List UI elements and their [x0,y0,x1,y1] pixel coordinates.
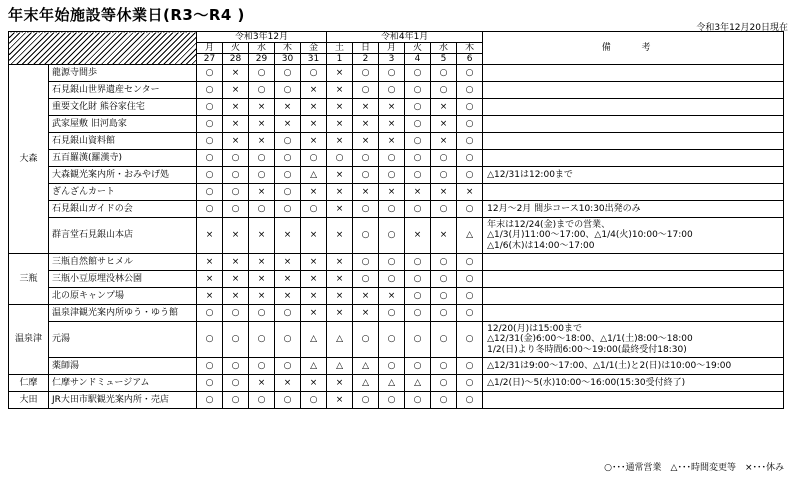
status-cell: ○ [379,271,405,288]
area-name: 大田 [9,392,49,409]
table-row [9,271,784,288]
remarks-cell [483,99,784,116]
status-cell: ○ [223,358,249,375]
remarks-cell [483,271,784,288]
status-cell: ○ [353,218,379,254]
facility-name: 仁摩サンドミュージアム [49,375,197,392]
remarks-cell [483,65,784,82]
status-cell: × [327,271,353,288]
area-name: 温泉津 [9,305,49,375]
facility-name: 武家屋敷 旧河島家 [49,116,197,133]
status-cell: ○ [431,392,457,409]
status-cell: ○ [197,167,223,184]
status-cell: × [275,99,301,116]
weekday-cell: 月 [379,43,405,54]
table-row [9,254,784,271]
page-title: 年末年始施設等休業日(R3〜R4 ) [8,6,245,24]
status-cell: ○ [249,65,275,82]
table-row [9,82,784,99]
status-cell: × [327,82,353,99]
remarks-cell [483,184,784,201]
status-cell: ○ [431,375,457,392]
status-cell: × [353,133,379,150]
status-cell: × [223,288,249,305]
status-cell: ○ [353,271,379,288]
status-cell: ○ [457,116,483,133]
weekday-cell: 木 [275,43,301,54]
status-cell: × [249,375,275,392]
status-cell: ○ [405,201,431,218]
status-cell: ○ [197,305,223,322]
area-name: 大森 [9,65,49,254]
status-cell: × [223,65,249,82]
facility-name: 石見銀山ガイドの会 [49,201,197,218]
schedule-body [9,65,784,409]
status-cell: ○ [405,82,431,99]
status-cell: × [327,392,353,409]
facility-name: 薬師湯 [49,358,197,375]
status-cell: ○ [249,358,275,375]
status-cell: ○ [223,375,249,392]
remarks-cell: 12/20(月)は15:00まで △12/31(金)6:00〜18:00、△1/1(土)8:00〜18:00 1/2(日)より冬時間6:00〜19:00(最終受付18:30) [483,322,784,358]
closure-schedule-table [8,31,784,409]
facility-name: JR大田市駅観光案内所・売店 [49,392,197,409]
status-cell: × [301,271,327,288]
status-cell: ○ [379,305,405,322]
status-cell: × [223,254,249,271]
day-cell: 5 [431,54,457,65]
status-cell: × [223,218,249,254]
status-cell: × [327,218,353,254]
status-cell: ○ [457,392,483,409]
status-cell: × [327,305,353,322]
status-cell: ○ [431,322,457,358]
table-row [9,65,784,82]
status-cell: × [301,116,327,133]
status-cell: ○ [457,288,483,305]
weekday-cell: 月 [197,43,223,54]
table-row [9,184,784,201]
facility-name: 龍源寺間歩 [49,65,197,82]
status-cell: × [275,116,301,133]
day-cell: 6 [457,54,483,65]
status-cell: △ [353,375,379,392]
status-cell: ○ [353,392,379,409]
status-cell: ○ [457,99,483,116]
status-cell: × [379,288,405,305]
remarks-cell [483,116,784,133]
status-cell: ○ [457,82,483,99]
table-row [9,167,784,184]
status-cell: ○ [249,150,275,167]
status-cell: × [301,254,327,271]
status-cell: ○ [249,392,275,409]
status-cell: ○ [353,167,379,184]
status-cell: △ [457,218,483,254]
status-cell: × [431,218,457,254]
weekday-cell: 金 [301,43,327,54]
status-cell: ○ [275,358,301,375]
status-cell: ○ [457,201,483,218]
status-cell: × [457,184,483,201]
status-cell: ○ [457,133,483,150]
status-cell: × [223,99,249,116]
weekday-cell: 水 [249,43,275,54]
status-cell: × [249,184,275,201]
status-cell: ○ [197,65,223,82]
status-cell: × [353,99,379,116]
status-cell: ○ [353,65,379,82]
status-cell: ○ [275,322,301,358]
status-cell: × [197,254,223,271]
status-cell: × [223,271,249,288]
status-cell: ○ [275,167,301,184]
status-cell: × [223,116,249,133]
status-cell: △ [301,167,327,184]
status-cell: ○ [379,218,405,254]
status-cell: ○ [223,392,249,409]
status-cell: × [431,184,457,201]
status-cell: ○ [197,375,223,392]
status-cell: ○ [457,65,483,82]
remarks-cell [483,305,784,322]
status-cell: × [301,375,327,392]
facility-name: 三瓶自然館サヒメル [49,254,197,271]
facility-name: 三瓶小豆原埋没林公園 [49,271,197,288]
status-cell: △ [301,322,327,358]
status-cell: ○ [457,150,483,167]
day-cell: 2 [353,54,379,65]
status-cell: × [301,82,327,99]
status-cell: × [223,133,249,150]
status-cell: × [353,288,379,305]
status-cell: × [249,99,275,116]
status-cell: ○ [379,65,405,82]
status-cell: × [327,99,353,116]
status-cell: × [405,184,431,201]
status-cell: ○ [249,201,275,218]
day-cell: 30 [275,54,301,65]
status-cell: △ [327,322,353,358]
status-cell: ○ [431,358,457,375]
status-cell: × [431,133,457,150]
status-cell: ○ [301,201,327,218]
status-cell: ○ [379,82,405,99]
remarks-cell: △12/31は12:00まで [483,167,784,184]
day-cell: 31 [301,54,327,65]
status-cell: ○ [431,201,457,218]
status-cell: ○ [197,82,223,99]
status-cell: ○ [197,392,223,409]
month-header-dec: 令和3年12月 [197,32,327,43]
status-cell: × [327,133,353,150]
status-cell: ○ [197,201,223,218]
status-cell: × [223,82,249,99]
status-cell: × [249,116,275,133]
status-cell: △ [301,358,327,375]
status-cell: × [301,218,327,254]
status-cell: ○ [249,167,275,184]
day-cell: 28 [223,54,249,65]
status-cell: × [327,254,353,271]
table-row [9,133,784,150]
status-cell: × [327,201,353,218]
remarks-cell: 12月〜2月 間歩コース10:30出発のみ [483,201,784,218]
remarks-cell: △12/31は9:00〜17:00、△1/1(土)と2(日)は10:00〜19:00 [483,358,784,375]
status-cell: × [197,271,223,288]
status-cell: × [405,218,431,254]
status-cell: ○ [405,288,431,305]
status-cell: × [353,305,379,322]
status-cell: ○ [249,82,275,99]
status-cell: ○ [197,99,223,116]
status-cell: × [327,65,353,82]
status-cell: × [249,271,275,288]
status-cell: ○ [405,150,431,167]
status-cell: × [249,133,275,150]
status-cell: × [275,218,301,254]
day-cell: 1 [327,54,353,65]
status-cell: ○ [431,271,457,288]
status-cell: ○ [457,271,483,288]
status-cell: ○ [275,133,301,150]
status-cell: × [327,184,353,201]
table-row [9,201,784,218]
status-cell: ○ [223,305,249,322]
facility-name: 元湯 [49,322,197,358]
status-cell: ○ [457,358,483,375]
facility-name: 石見銀山世界遺産センター [49,82,197,99]
table-row [9,392,784,409]
status-cell: ○ [457,305,483,322]
status-cell: ○ [431,82,457,99]
status-cell: × [275,271,301,288]
status-cell: × [353,116,379,133]
weekday-cell: 火 [223,43,249,54]
day-cell: 4 [405,54,431,65]
status-cell: △ [353,358,379,375]
status-cell: × [431,99,457,116]
status-cell: △ [405,375,431,392]
facility-name: 群言堂石見銀山本店 [49,218,197,254]
status-cell: ○ [275,65,301,82]
status-cell: × [249,218,275,254]
remarks-cell: 年末は12/24(金)までの営業、 △1/3(月)11:00〜17:00、△1/4(火)10:00〜17:00 △1/6(木)は14:00〜17:00 [483,218,784,254]
status-cell: ○ [405,322,431,358]
table-row [9,218,784,254]
status-cell: ○ [405,392,431,409]
facility-name: 五百羅漢(羅漢寺) [49,150,197,167]
status-cell: ○ [405,133,431,150]
status-cell: × [275,288,301,305]
table-row [9,305,784,322]
status-cell: ○ [379,358,405,375]
status-cell: ○ [275,82,301,99]
status-cell: ○ [431,150,457,167]
status-cell: ○ [431,288,457,305]
status-cell: ○ [379,392,405,409]
status-cell: × [379,99,405,116]
status-cell: ○ [457,375,483,392]
facility-name: 温泉津観光案内所ゆう・ゆう館 [49,305,197,322]
status-cell: ○ [405,305,431,322]
status-cell: ○ [353,201,379,218]
table-row [9,116,784,133]
status-cell: ○ [431,65,457,82]
status-cell: ○ [197,133,223,150]
status-cell: ○ [223,201,249,218]
day-cell: 27 [197,54,223,65]
status-cell: ○ [379,254,405,271]
weekday-cell: 火 [405,43,431,54]
status-cell: × [301,184,327,201]
status-cell: ○ [405,116,431,133]
status-cell: ○ [197,358,223,375]
legend: ○･･･通常営業 △･･･時間変更等 ×･･･休み [604,463,784,473]
weekday-cell: 日 [353,43,379,54]
status-cell: ○ [275,305,301,322]
weekday-cell: 木 [457,43,483,54]
status-cell: ○ [275,392,301,409]
status-cell: ○ [249,322,275,358]
status-cell: ○ [275,150,301,167]
status-cell: ○ [223,167,249,184]
status-cell: × [301,99,327,116]
status-cell: ○ [197,116,223,133]
status-cell: × [249,254,275,271]
remarks-header: 備 考 [483,32,784,65]
status-cell: × [197,218,223,254]
remarks-cell [483,254,784,271]
status-cell: ○ [353,322,379,358]
status-cell: ○ [405,358,431,375]
remarks-cell [483,150,784,167]
status-cell: ○ [405,254,431,271]
status-cell: × [275,254,301,271]
status-cell: ○ [249,305,275,322]
status-cell: △ [327,358,353,375]
status-cell: ○ [197,322,223,358]
status-cell: ○ [431,254,457,271]
status-cell: ○ [405,167,431,184]
table-row [9,99,784,116]
status-cell: ○ [457,322,483,358]
day-cell: 3 [379,54,405,65]
status-cell: ○ [405,65,431,82]
weekday-cell: 水 [431,43,457,54]
status-cell: ○ [301,392,327,409]
status-cell: × [327,375,353,392]
facility-name: 石見銀山資料館 [49,133,197,150]
status-cell: × [353,184,379,201]
status-cell: ○ [431,167,457,184]
status-cell: × [301,288,327,305]
status-cell: × [379,133,405,150]
remarks-cell [483,82,784,99]
issue-date: 令和3年12月20日現在 [696,23,788,33]
status-cell: △ [379,375,405,392]
status-cell: × [301,133,327,150]
table-row [9,322,784,358]
status-cell: × [431,116,457,133]
status-cell: × [379,116,405,133]
status-cell: ○ [301,65,327,82]
table-row [9,358,784,375]
header-hatched-corner [9,32,197,65]
status-cell: ○ [457,167,483,184]
facility-name: 大森観光案内所・おみやげ処 [49,167,197,184]
status-cell: × [327,116,353,133]
table-row [9,288,784,305]
status-cell: ○ [353,82,379,99]
status-cell: ○ [379,167,405,184]
status-cell: ○ [327,150,353,167]
facility-name: ぎんざんカート [49,184,197,201]
status-cell: ○ [223,322,249,358]
status-cell: × [327,167,353,184]
status-cell: ○ [457,254,483,271]
status-cell: ○ [301,150,327,167]
status-cell: × [327,288,353,305]
day-cell: 29 [249,54,275,65]
status-cell: × [197,288,223,305]
status-cell: ○ [405,99,431,116]
remarks-cell [483,133,784,150]
status-cell: ○ [197,184,223,201]
remarks-cell [483,288,784,305]
status-cell: ○ [197,150,223,167]
table-row [9,150,784,167]
status-cell: ○ [275,184,301,201]
status-cell: × [249,288,275,305]
month-header-jan: 令和4年1月 [327,32,483,43]
facility-name: 重要文化財 熊谷家住宅 [49,99,197,116]
status-cell: ○ [353,150,379,167]
status-cell: ○ [353,254,379,271]
table-row [9,375,784,392]
facility-name: 北の原キャンプ場 [49,288,197,305]
status-cell: ○ [379,201,405,218]
status-cell: ○ [223,150,249,167]
status-cell: × [275,375,301,392]
status-cell: × [301,305,327,322]
area-name: 三瓶 [9,254,49,305]
status-cell: ○ [379,150,405,167]
status-cell: ○ [379,322,405,358]
status-cell: ○ [431,305,457,322]
weekday-cell: 土 [327,43,353,54]
status-cell: × [379,184,405,201]
remarks-cell [483,392,784,409]
remarks-cell: △1/2(日)〜5(水)10:00〜16:00(15:30受付終了) [483,375,784,392]
status-cell: ○ [223,184,249,201]
status-cell: ○ [405,271,431,288]
area-name: 仁摩 [9,375,49,392]
status-cell: ○ [275,201,301,218]
